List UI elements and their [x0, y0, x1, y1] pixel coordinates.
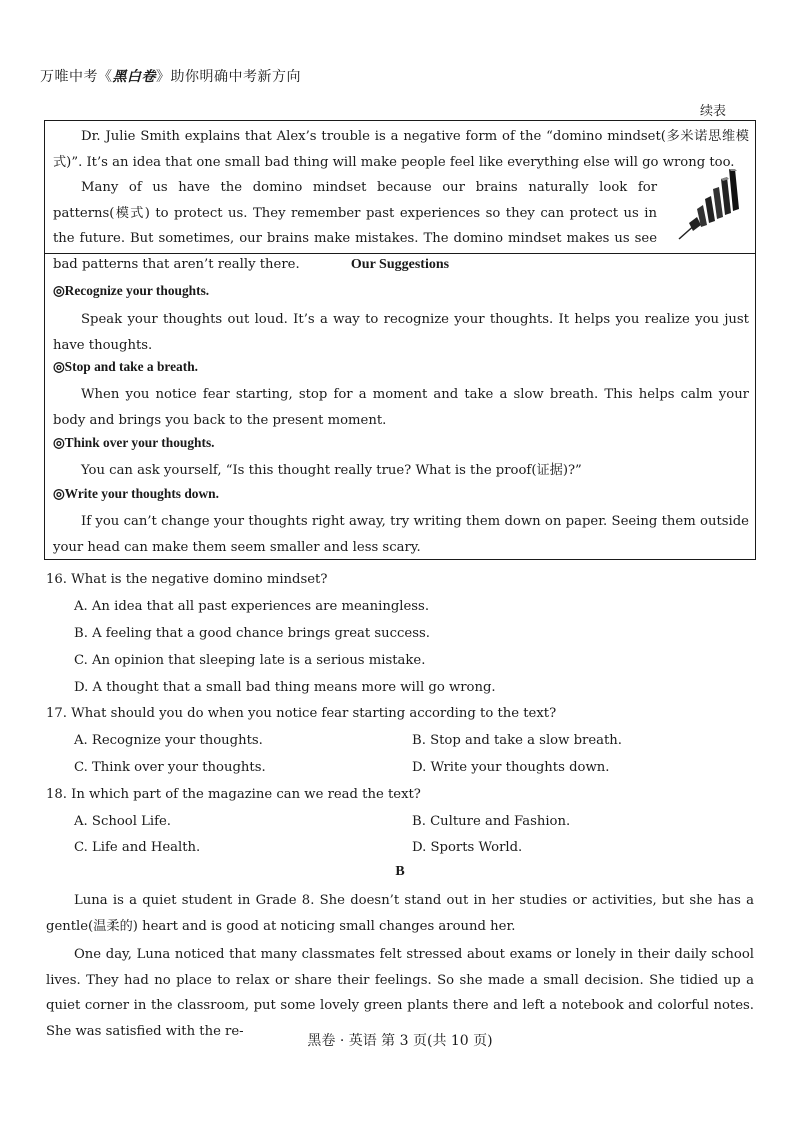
- suggestion-heading: ◎Write your thoughts down.: [53, 486, 219, 501]
- question-17-stem: 17. What should you do when you notice fear starting according to the text?: [46, 706, 557, 721]
- suggestion-body: If you can’t change your thoughts right away, try writing them down on paper. Seeing them outside your head can make them seem smaller and less scary.: [53, 514, 749, 555]
- suggestions-title: Our Suggestions: [350, 257, 450, 272]
- question-16-stem: 16. What is the negative domino mindset?: [46, 572, 328, 587]
- passage-paragraph-2: Many of us have the domino mindset because our brains naturally look for patterns(模式) to protect us. They remember past experiences so they can protect us in the future. But sometimes, our brains make mistakes. The domino mindset makes us see bad patterns that aren’t really there.: [53, 180, 657, 272]
- question-17-option-a[interactable]: A. Recognize your thoughts.: [74, 733, 263, 748]
- page-footer: 黑卷 · 英语 第 3 页(共 10 页): [307, 1033, 493, 1049]
- header-prefix: 万唯中考《: [40, 69, 113, 85]
- question-18-stem: 18. In which part of the magazine can we read the text?: [46, 787, 421, 802]
- continued-label: 续表: [699, 104, 726, 119]
- question-18-option-d[interactable]: D. Sports World.: [412, 840, 523, 855]
- section-b-label: B: [395, 864, 405, 879]
- suggestion-heading: ◎Stop and take a breath.: [53, 359, 198, 374]
- section-b-paragraph-2: One day, Luna noticed that many classmates felt stressed about exams or lonely in their daily school lives. They had no place to relax or share their feelings. So she made a small decision. She tidied up a quiet corner in the classroom, put some lovely green plants there and left a notebook and colorful notes. She was satisfied with the re-: [46, 947, 754, 1039]
- question-16-option-c[interactable]: C. An opinion that sleeping late is a serious mistake.: [74, 653, 426, 668]
- suggestion-heading: ◎Recognize your thoughts.: [53, 283, 210, 298]
- header-brand: [40, 66, 301, 86]
- suggestion-heading: ◎Think over your thoughts.: [53, 435, 215, 450]
- question-18-option-c[interactable]: C. Life and Health.: [74, 840, 201, 855]
- question-17-option-c[interactable]: C. Think over your thoughts.: [74, 760, 266, 775]
- question-16-option-b[interactable]: B. A feeling that a good chance brings great success.: [74, 626, 430, 641]
- suggestion-body: When you notice fear starting, stop for a moment and take a slow breath. This helps calm your body and brings you back to the present moment.: [53, 387, 749, 428]
- header-suffix: 》助你明确中考新方向: [156, 69, 301, 85]
- question-18-option-a[interactable]: A. School Life.: [74, 814, 171, 829]
- section-b-paragraph-1: Luna is a quiet student in Grade 8. She doesn’t stand out in her studies or activities, but she has a gentle(温柔的) heart and is good at noticing small changes around her.: [46, 893, 754, 934]
- question-16-option-d[interactable]: D. A thought that a small bad thing means more will go wrong.: [74, 680, 496, 695]
- question-16-option-a[interactable]: A. An idea that all past experiences are meaningless.: [74, 599, 430, 614]
- suggestion-body: Speak your thoughts out loud. It’s a way to recognize your thoughts. It helps you realize you just have thoughts.: [53, 312, 749, 353]
- brand-name: 黑白卷: [112, 69, 156, 85]
- box-divider: [45, 253, 755, 254]
- passage-paragraph-1: Dr. Julie Smith explains that Alex’s trouble is a negative form of the “domino mindset(多米诺思维模式)”. It’s an idea that one small bad thing will make people feel like everything else will go wrong too.: [53, 129, 749, 170]
- question-17-option-d[interactable]: D. Write your thoughts down.: [412, 760, 610, 775]
- question-18-option-b[interactable]: B. Culture and Fashion.: [412, 814, 571, 829]
- passage-box: [44, 120, 756, 560]
- suggestion-body: You can ask yourself, “Is this thought really true? What is the proof(证据)?”: [81, 463, 582, 478]
- question-17-option-b[interactable]: B. Stop and take a slow breath.: [412, 733, 622, 748]
- domino-icon: [677, 165, 741, 241]
